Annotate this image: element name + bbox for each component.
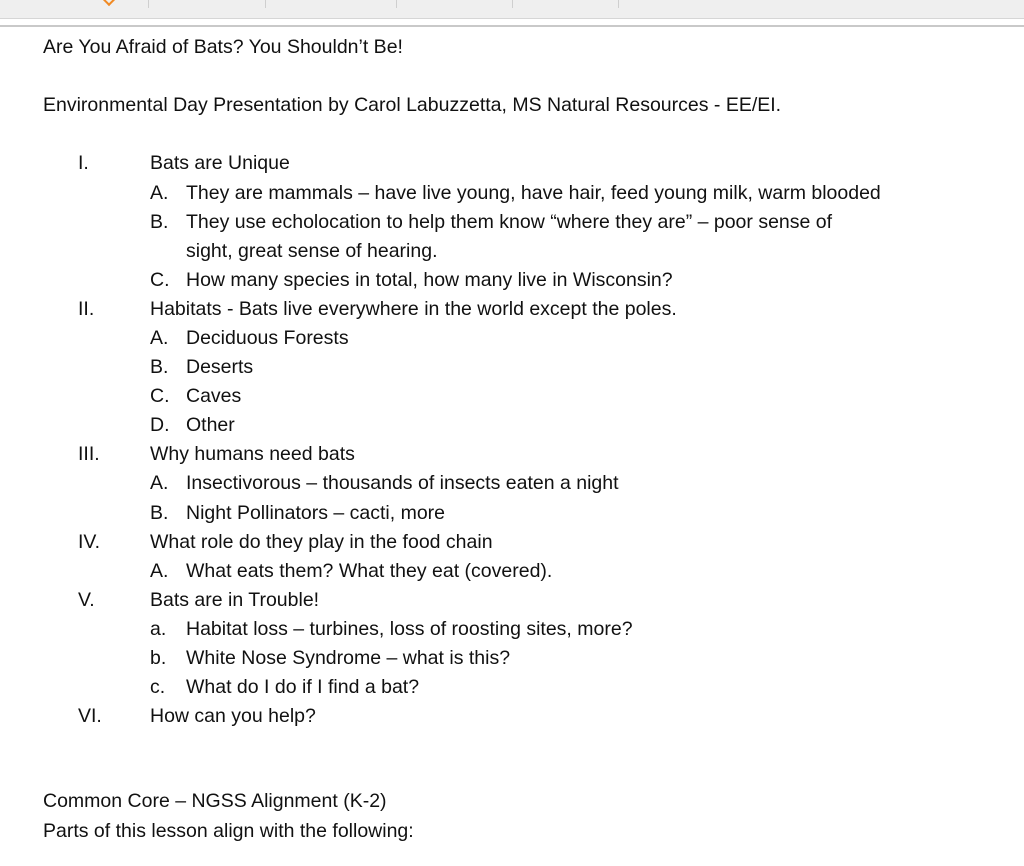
outline-item-marker: C. xyxy=(150,269,170,291)
outline-numeral: II. xyxy=(78,298,95,320)
outline-item-text: White Nose Syndrome – what is this? xyxy=(186,647,511,669)
outline-item-marker: A. xyxy=(150,560,169,582)
outline-topic: Habitats - Bats live everywhere in the world except the poles. xyxy=(150,298,677,320)
outline-item-marker: B. xyxy=(150,211,169,233)
outline-item-marker: C. xyxy=(150,385,170,407)
alignment-heading: Common Core – NGSS Alignment (K-2) xyxy=(43,790,387,812)
document-byline: Environmental Day Presentation by Carol Labuzzetta, MS Natural Resources - EE/EI. xyxy=(43,94,782,116)
outline-item-text: Night Pollinators – cacti, more xyxy=(186,502,446,524)
outline-item-marker: B. xyxy=(150,502,169,524)
outline-item-marker: b. xyxy=(150,647,167,669)
outline-item-marker: B. xyxy=(150,356,169,378)
outline-item-text: What eats them? What they eat (covered). xyxy=(186,560,553,582)
outline-item-text-continued: sight, great sense of hearing. xyxy=(186,240,438,262)
outline-item-marker: A. xyxy=(150,182,169,204)
outline-item-marker: c. xyxy=(150,676,166,698)
outline-item-text: Insectivorous – thousands of insects eaten a night xyxy=(186,472,619,494)
document-title: Are You Afraid of Bats? You Shouldn’t Be! xyxy=(43,36,403,58)
outline-item-text: What do I do if I find a bat? xyxy=(186,676,420,698)
alignment-intro: Parts of this lesson align with the following: xyxy=(43,820,414,842)
outline-item-text: Deciduous Forests xyxy=(186,327,349,349)
outline-item-marker: A. xyxy=(150,472,169,494)
outline-numeral: IV. xyxy=(78,531,101,553)
outline-topic: Bats are Unique xyxy=(150,152,290,174)
outline-topic: Bats are in Trouble! xyxy=(150,589,320,611)
outline-item-text: They use echolocation to help them know “where they are” – poor sense of xyxy=(186,211,833,233)
outline-item-text: Deserts xyxy=(186,356,254,378)
outline-item-marker: D. xyxy=(150,414,170,436)
outline-numeral: VI. xyxy=(78,705,102,727)
outline-topic: Why humans need bats xyxy=(150,443,355,465)
outline-item-text: How many species in total, how many live in Wisconsin? xyxy=(186,269,673,291)
outline-item-text: Caves xyxy=(186,385,242,407)
outline-numeral: III. xyxy=(78,443,100,465)
outline-item-text: Habitat loss – turbines, loss of roosting sites, more? xyxy=(186,618,633,640)
outline-item-text: Other xyxy=(186,414,235,436)
outline-item-marker: a. xyxy=(150,618,167,640)
outline-topic: What role do they play in the food chain xyxy=(150,531,493,553)
outline-numeral: V. xyxy=(78,589,95,611)
outline-topic: How can you help? xyxy=(150,705,316,727)
outline-item-marker: A. xyxy=(150,327,169,349)
outline-item-text: They are mammals – have live young, have hair, feed young milk, warm blooded xyxy=(186,182,881,204)
outline-numeral: I. xyxy=(78,152,89,174)
